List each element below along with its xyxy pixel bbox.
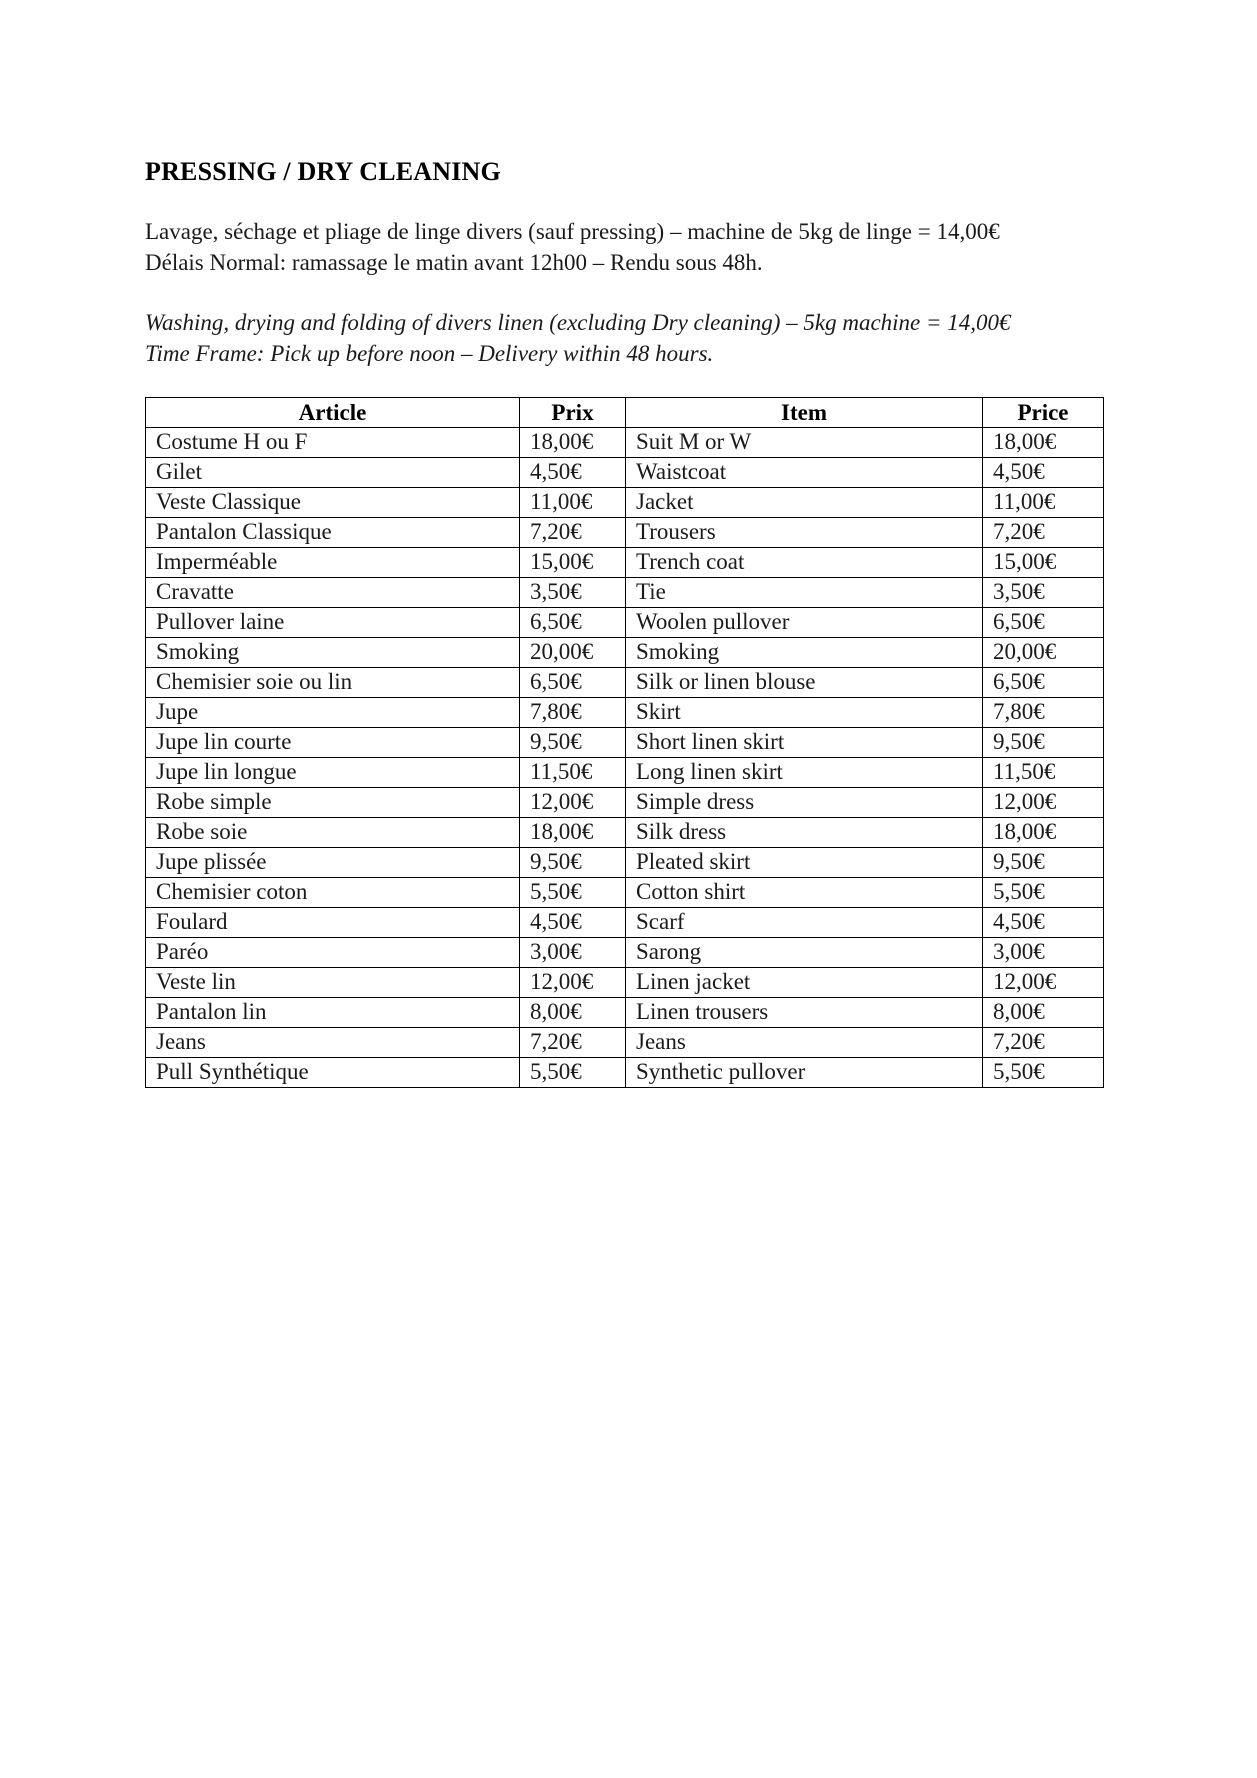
price-cell: 7,20€ bbox=[983, 1028, 1104, 1058]
article-cell: Pantalon lin bbox=[146, 998, 520, 1028]
intro-english-line1: Washing, drying and folding of divers linen (excluding Dry cleaning) – 5kg machine = 14,00€ bbox=[145, 310, 1011, 335]
table-row bbox=[146, 1028, 1104, 1058]
prix-cell: 9,50€ bbox=[520, 728, 626, 758]
price-cell: 3,00€ bbox=[983, 938, 1104, 968]
price-cell: 4,50€ bbox=[983, 908, 1104, 938]
price-cell: 12,00€ bbox=[983, 788, 1104, 818]
price-table-body bbox=[146, 428, 1104, 1088]
prix-cell: 11,50€ bbox=[520, 758, 626, 788]
article-cell: Robe simple bbox=[146, 788, 520, 818]
prix-cell: 7,80€ bbox=[520, 698, 626, 728]
prix-cell: 5,50€ bbox=[520, 878, 626, 908]
article-cell: Paréo bbox=[146, 938, 520, 968]
item-cell: Waistcoat bbox=[626, 458, 983, 488]
price-cell: 7,20€ bbox=[983, 518, 1104, 548]
item-cell: Tie bbox=[626, 578, 983, 608]
item-cell: Long linen skirt bbox=[626, 758, 983, 788]
price-cell: 9,50€ bbox=[983, 728, 1104, 758]
article-cell: Gilet bbox=[146, 458, 520, 488]
article-cell: Cravatte bbox=[146, 578, 520, 608]
table-row bbox=[146, 998, 1104, 1028]
article-cell: Chemisier coton bbox=[146, 878, 520, 908]
item-cell: Sarong bbox=[626, 938, 983, 968]
page-title: PRESSING / DRY CLEANING bbox=[145, 157, 501, 186]
item-cell: Scarf bbox=[626, 908, 983, 938]
item-cell: Woolen pullover bbox=[626, 608, 983, 638]
article-cell: Pullover laine bbox=[146, 608, 520, 638]
prix-cell: 18,00€ bbox=[520, 818, 626, 848]
article-cell: Jupe plissée bbox=[146, 848, 520, 878]
item-cell: Trousers bbox=[626, 518, 983, 548]
price-cell: 6,50€ bbox=[983, 668, 1104, 698]
intro-french-line1: Lavage, séchage et pliage de linge divers (sauf pressing) – machine de 5kg de linge = 14,00€ bbox=[145, 219, 1000, 244]
price-cell: 3,50€ bbox=[983, 578, 1104, 608]
table-row bbox=[146, 458, 1104, 488]
article-cell: Foulard bbox=[146, 908, 520, 938]
article-cell: Jupe lin longue bbox=[146, 758, 520, 788]
table-row bbox=[146, 428, 1104, 458]
document-content bbox=[145, 0, 1103, 1088]
prix-cell: 15,00€ bbox=[520, 548, 626, 578]
price-cell: 11,50€ bbox=[983, 758, 1104, 788]
item-cell: Silk dress bbox=[626, 818, 983, 848]
prix-cell: 5,50€ bbox=[520, 1058, 626, 1088]
table-row bbox=[146, 578, 1104, 608]
article-cell: Jupe bbox=[146, 698, 520, 728]
prix-cell: 8,00€ bbox=[520, 998, 626, 1028]
article-cell: Veste Classique bbox=[146, 488, 520, 518]
price-cell: 18,00€ bbox=[983, 818, 1104, 848]
table-row bbox=[146, 938, 1104, 968]
table-row bbox=[146, 638, 1104, 668]
table-row bbox=[146, 758, 1104, 788]
item-cell: Jacket bbox=[626, 488, 983, 518]
item-cell: Trench coat bbox=[626, 548, 983, 578]
price-table-header bbox=[146, 398, 1104, 428]
item-cell: Smoking bbox=[626, 638, 983, 668]
item-cell: Short linen skirt bbox=[626, 728, 983, 758]
item-cell: Synthetic pullover bbox=[626, 1058, 983, 1088]
article-cell: Costume H ou F bbox=[146, 428, 520, 458]
item-cell: Silk or linen blouse bbox=[626, 668, 983, 698]
prix-cell: 7,20€ bbox=[520, 1028, 626, 1058]
table-row bbox=[146, 848, 1104, 878]
price-cell: 9,50€ bbox=[983, 848, 1104, 878]
item-cell: Jeans bbox=[626, 1028, 983, 1058]
prix-cell: 6,50€ bbox=[520, 668, 626, 698]
article-cell: Imperméable bbox=[146, 548, 520, 578]
prix-cell: 4,50€ bbox=[520, 908, 626, 938]
column-header-article: Article bbox=[146, 398, 520, 428]
article-cell: Pantalon Classique bbox=[146, 518, 520, 548]
intro-french-line2: Délais Normal: ramassage le matin avant 12h00 – Rendu sous 48h. bbox=[145, 250, 763, 275]
article-cell: Smoking bbox=[146, 638, 520, 668]
item-cell: Linen trousers bbox=[626, 998, 983, 1028]
price-cell: 6,50€ bbox=[983, 608, 1104, 638]
article-cell: Pull Synthétique bbox=[146, 1058, 520, 1088]
prix-cell: 3,00€ bbox=[520, 938, 626, 968]
table-row bbox=[146, 878, 1104, 908]
intro-english-line2: Time Frame: Pick up before noon – Delivery within 48 hours. bbox=[145, 341, 714, 366]
table-row bbox=[146, 518, 1104, 548]
item-cell: Pleated skirt bbox=[626, 848, 983, 878]
item-cell: Simple dress bbox=[626, 788, 983, 818]
article-cell: Jeans bbox=[146, 1028, 520, 1058]
column-header-prix: Prix bbox=[520, 398, 626, 428]
prix-cell: 18,00€ bbox=[520, 428, 626, 458]
prix-cell: 11,00€ bbox=[520, 488, 626, 518]
prix-cell: 12,00€ bbox=[520, 788, 626, 818]
price-cell: 7,80€ bbox=[983, 698, 1104, 728]
intro-english bbox=[145, 307, 1103, 369]
price-cell: 8,00€ bbox=[983, 998, 1104, 1028]
header-row bbox=[146, 398, 1104, 428]
intro-french bbox=[145, 216, 1103, 278]
price-cell: 15,00€ bbox=[983, 548, 1104, 578]
price-cell: 11,00€ bbox=[983, 488, 1104, 518]
prix-cell: 12,00€ bbox=[520, 968, 626, 998]
price-cell: 5,50€ bbox=[983, 1058, 1104, 1088]
article-cell: Robe soie bbox=[146, 818, 520, 848]
price-cell: 20,00€ bbox=[983, 638, 1104, 668]
table-row bbox=[146, 818, 1104, 848]
prix-cell: 20,00€ bbox=[520, 638, 626, 668]
price-table bbox=[145, 397, 1104, 1088]
column-header-price: Price bbox=[983, 398, 1104, 428]
table-row bbox=[146, 788, 1104, 818]
price-cell: 12,00€ bbox=[983, 968, 1104, 998]
table-row bbox=[146, 698, 1104, 728]
price-cell: 4,50€ bbox=[983, 458, 1104, 488]
article-cell: Jupe lin courte bbox=[146, 728, 520, 758]
price-cell: 5,50€ bbox=[983, 878, 1104, 908]
table-row bbox=[146, 668, 1104, 698]
prix-cell: 3,50€ bbox=[520, 578, 626, 608]
table-row bbox=[146, 548, 1104, 578]
article-cell: Veste lin bbox=[146, 968, 520, 998]
price-cell: 18,00€ bbox=[983, 428, 1104, 458]
item-cell: Skirt bbox=[626, 698, 983, 728]
table-row bbox=[146, 908, 1104, 938]
item-cell: Linen jacket bbox=[626, 968, 983, 998]
table-row bbox=[146, 488, 1104, 518]
column-header-item: Item bbox=[626, 398, 983, 428]
prix-cell: 4,50€ bbox=[520, 458, 626, 488]
table-row bbox=[146, 728, 1104, 758]
item-cell: Suit M or W bbox=[626, 428, 983, 458]
table-row bbox=[146, 968, 1104, 998]
article-cell: Chemisier soie ou lin bbox=[146, 668, 520, 698]
table-row bbox=[146, 1058, 1104, 1088]
prix-cell: 9,50€ bbox=[520, 848, 626, 878]
prix-cell: 6,50€ bbox=[520, 608, 626, 638]
prix-cell: 7,20€ bbox=[520, 518, 626, 548]
table-row bbox=[146, 608, 1104, 638]
item-cell: Cotton shirt bbox=[626, 878, 983, 908]
